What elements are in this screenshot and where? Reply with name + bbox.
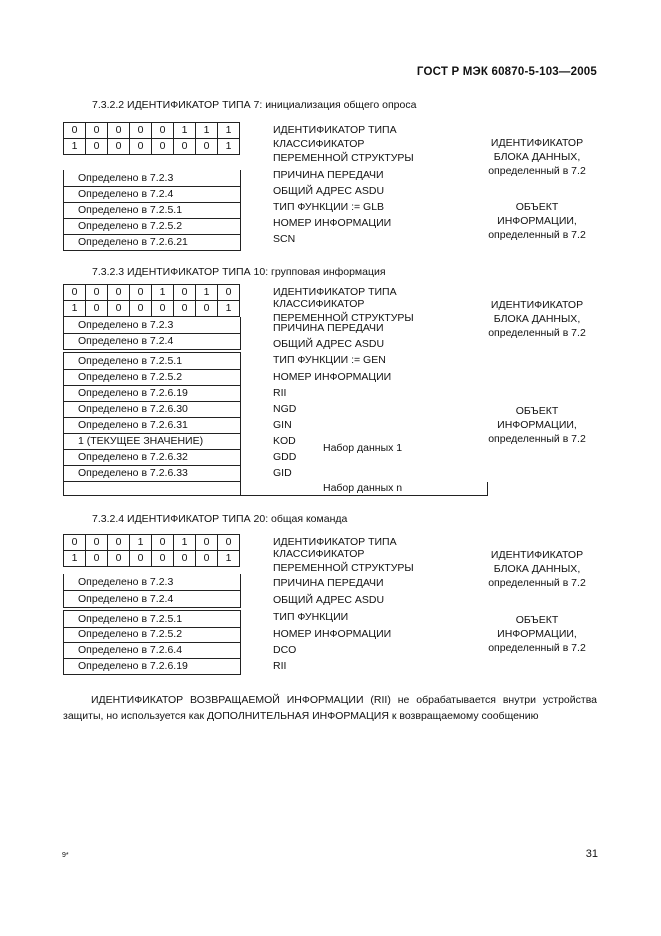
bit-cell: 0 [108,139,130,154]
bit-cell: 0 [152,535,174,550]
bit-cell: 0 [64,285,86,300]
field-label: КЛАССИФИКАТОР [273,298,365,310]
field-label: ПРИЧИНА ПЕРЕДАЧИ [273,322,384,334]
field-label: ИДЕНТИФИКАТОР ТИПА [273,536,397,548]
page-number: 31 [585,848,598,860]
bit-cell: 0 [64,123,86,138]
def-cell: Определено в 7.2.4 [63,333,241,350]
bit-cell: 0 [86,301,108,316]
bit-row-2 [63,550,240,567]
def-cell: Определено в 7.2.5.1 [63,202,241,219]
def-cell: Определено в 7.2.6.33 [63,465,241,482]
bit-cell: 0 [64,535,86,550]
field-label: НОМЕР ИНФОРМАЦИИ [273,217,392,229]
group-line: БЛОКА ДАННЫХ, [493,563,581,575]
bit-cell: 0 [108,285,130,300]
divider [240,482,241,495]
bit-cell: 0 [196,535,218,550]
field-label: ТИП ФУНКЦИИ [273,611,349,623]
rii-note-paragraph: ИДЕНТИФИКАТОР ВОЗВРАЩАЕМОЙ ИНФОРМАЦИИ (RII) не обрабатывается внутри устройства защиты, но используется как ДОПОЛНИТЕЛЬНАЯ ИНФОРМАЦИЯ к возвращаемому сообщению [63,694,597,722]
bit-cell: 0 [174,285,196,300]
dataset-1-label: Набор данных 1 [323,442,403,454]
table-type7 [63,122,586,248]
table-type20 [63,534,586,676]
bit-cell: 0 [130,139,152,154]
field-label: ИДЕНТИФИКАТОР ТИПА [273,124,397,136]
bit-cell: 0 [86,551,108,566]
field-label: DCO [273,644,297,656]
bit-cell: 1 [64,551,86,566]
bit-cell: 0 [108,123,130,138]
def-cell: Определено в 7.2.6.19 [63,385,241,402]
def-cell: Определено в 7.2.6.21 [63,234,241,251]
field-label: КЛАССИФИКАТОР [273,548,365,560]
field-label: RII [273,660,287,672]
def-cell: Определено в 7.2.6.4 [63,642,241,659]
def-cell: 1 (ТЕКУЩЕЕ ЗНАЧЕНИЕ) [63,433,241,450]
group-label-data-unit [477,136,597,178]
group-label-info-object [477,613,597,655]
field-label: НОМЕР ИНФОРМАЦИИ [273,371,392,383]
bit-cell: 0 [108,301,130,316]
field-label: ОБЩИЙ АДРЕС ASDU [273,594,385,606]
def-cell: Определено в 7.2.4 [63,591,241,608]
def-cell: Определено в 7.2.4 [63,186,241,203]
field-label: ПЕРЕМЕННОЙ СТРУКТУРЫ [273,312,414,324]
bit-cell: 0 [152,139,174,154]
bit-cell: 1 [218,301,240,316]
document-header: ГОСТ Р МЭК 60870-5-103—2005 [416,66,597,78]
field-label: SCN [273,233,296,245]
bit-cell: 0 [152,123,174,138]
group-line: ИДЕНТИФИКАТОР [490,549,584,561]
def-cell: Определено в 7.2.5.2 [63,369,241,386]
field-label: GIN [273,419,292,431]
group-label-data-unit [477,548,597,590]
bit-cell: 1 [64,139,86,154]
group-line: ИДЕНТИФИКАТОР [490,137,584,149]
field-label: RII [273,387,287,399]
bit-cell: 0 [130,551,152,566]
bit-row-1 [63,534,240,550]
bit-cell: 1 [196,123,218,138]
bit-cell: 0 [218,285,240,300]
bit-cell: 0 [174,551,196,566]
group-label-data-unit [477,298,597,340]
bit-cell: 0 [218,535,240,550]
section-title-type10: 7.3.2.3 ИДЕНТИФИКАТОР ТИПА 10: групповая информация [92,266,386,278]
def-cell: Определено в 7.2.6.19 [63,658,241,675]
group-line: определенный в 7.2 [488,327,586,339]
group-line: ОБЪЕКТ [515,614,559,626]
field-label: ИДЕНТИФИКАТОР ТИПА [273,286,397,298]
bit-row-2 [63,300,240,317]
group-line: БЛОКА ДАННЫХ, [493,151,581,163]
bit-row-1 [63,284,240,300]
bit-cell: 1 [130,535,152,550]
def-cell: Определено в 7.2.3 [63,574,241,591]
group-line: ИНФОРМАЦИИ, [497,215,577,227]
bit-cell: 0 [108,551,130,566]
bit-cell: 0 [108,535,130,550]
def-cell: Определено в 7.2.6.31 [63,417,241,434]
field-label: NGD [273,403,297,415]
field-label: ОБЩИЙ АДРЕС ASDU [273,185,385,197]
bit-row-2 [63,138,240,155]
def-cell: Определено в 7.2.5.1 [63,610,241,628]
bit-cell: 0 [130,123,152,138]
bit-cell: 0 [86,123,108,138]
field-label: ПЕРЕМЕННОЙ СТРУКТУРЫ [273,152,414,164]
section-title-type7: 7.3.2.2 ИДЕНТИФИКАТОР ТИПА 7: инициализация общего опроса [92,99,417,111]
bit-cell: 1 [174,535,196,550]
bit-cell: 1 [196,285,218,300]
group-line: ИНФОРМАЦИИ, [497,419,577,431]
bit-cell: 1 [218,123,240,138]
group-line: БЛОКА ДАННЫХ, [493,313,581,325]
bit-cell: 1 [218,139,240,154]
field-label: ПРИЧИНА ПЕРЕДАЧИ [273,169,384,181]
bit-cell: 0 [152,301,174,316]
group-line: ИНФОРМАЦИИ, [497,628,577,640]
bit-cell: 0 [86,285,108,300]
bit-cell: 0 [86,139,108,154]
group-line: определенный в 7.2 [488,165,586,177]
dataset-n-row [63,482,488,496]
bit-row-1 [63,122,240,138]
group-line: определенный в 7.2 [488,229,586,241]
group-line: ИДЕНТИФИКАТОР [490,299,584,311]
group-line: определенный в 7.2 [488,642,586,654]
bit-cell: 0 [86,535,108,550]
bit-cell: 1 [64,301,86,316]
field-label: ПРИЧИНА ПЕРЕДАЧИ [273,577,384,589]
def-cell: Определено в 7.2.6.32 [63,449,241,466]
field-label: ТИП ФУНКЦИИ := GEN [273,354,386,366]
bit-cell: 1 [152,285,174,300]
field-label: НОМЕР ИНФОРМАЦИИ [273,628,392,640]
def-cell: Определено в 7.2.3 [63,317,241,334]
bit-cell: 0 [196,301,218,316]
bit-cell: 0 [152,551,174,566]
bit-cell: 0 [174,301,196,316]
group-label-info-object [477,404,597,446]
field-label: ОБЩИЙ АДРЕС ASDU [273,338,385,350]
bit-cell: 0 [130,301,152,316]
field-label: KOD [273,435,296,447]
group-line: ОБЪЕКТ [515,405,559,417]
field-label: GDD [273,451,297,463]
group-line: определенный в 7.2 [488,433,586,445]
def-cell: Определено в 7.2.3 [63,170,241,187]
dataset-n-label: Набор данных n [323,482,403,494]
bit-cell: 1 [218,551,240,566]
field-label: ТИП ФУНКЦИИ := GLB [273,201,385,213]
field-label: GID [273,467,292,479]
def-cell: Определено в 7.2.5.1 [63,352,241,370]
field-label: КЛАССИФИКАТОР [273,138,365,150]
bit-cell: 0 [196,551,218,566]
group-line: ОБЪЕКТ [515,201,559,213]
bit-cell: 0 [196,139,218,154]
bit-cell: 1 [174,123,196,138]
section-title-type20: 7.3.2.4 ИДЕНТИФИКАТОР ТИПА 20: общая команда [92,513,348,525]
signature-mark: 9* [62,852,69,859]
bit-cell: 0 [130,285,152,300]
def-cell: Определено в 7.2.5.2 [63,218,241,235]
def-cell: Определено в 7.2.5.2 [63,626,241,643]
group-label-info-object [477,200,597,242]
field-label: ПЕРЕМЕННОЙ СТРУКТУРЫ [273,562,414,574]
table-type10 [63,284,586,497]
def-cell: Определено в 7.2.6.30 [63,401,241,418]
bit-cell: 0 [174,139,196,154]
group-line: определенный в 7.2 [488,577,586,589]
